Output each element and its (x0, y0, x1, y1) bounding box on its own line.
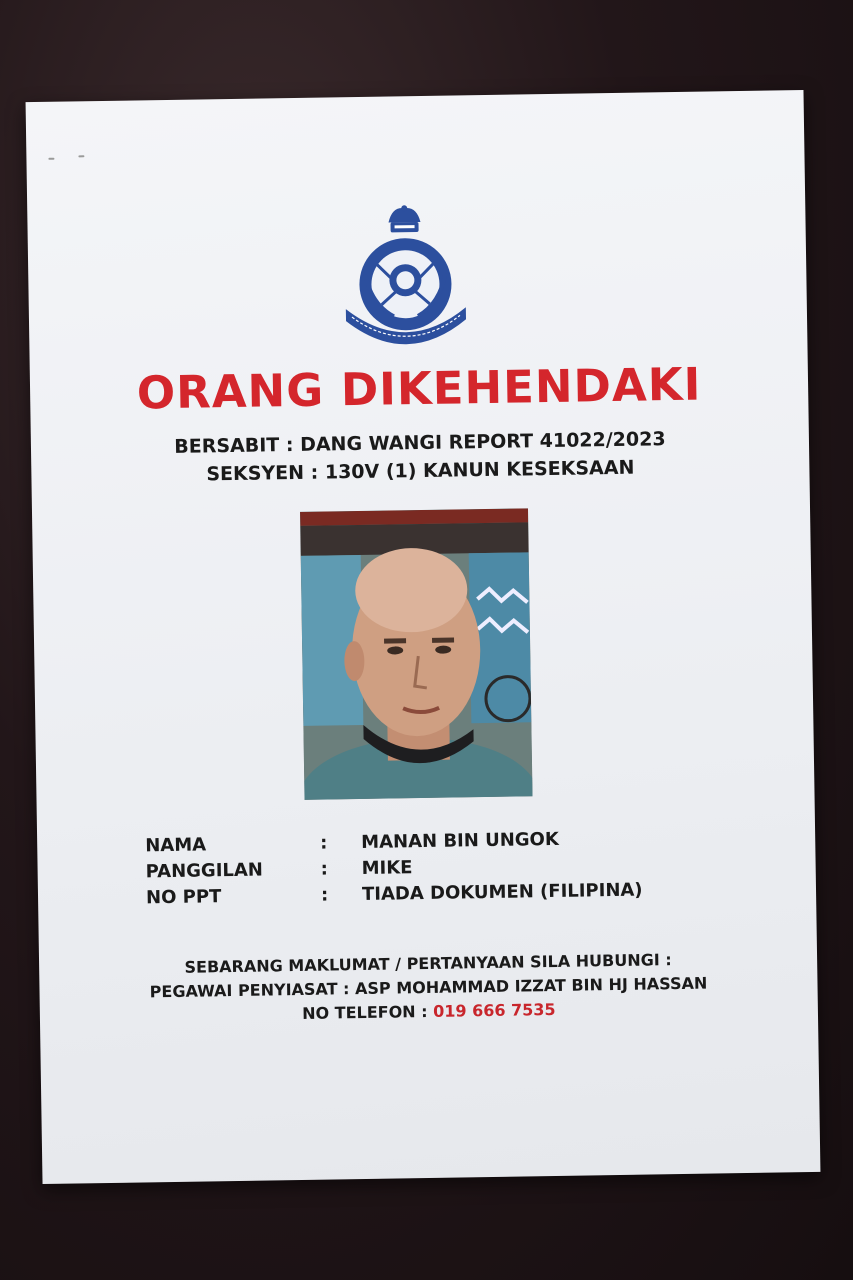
detail-label: NO PPT (145, 886, 222, 909)
suspect-photo (300, 508, 532, 800)
detail-label: NAMA (145, 834, 207, 857)
contact-instruction: SEBARANG MAKLUMAT / PERTANYAAN SILA HUBUNGI : (184, 950, 672, 977)
detail-value: MANAN BIN UNGOK (361, 828, 559, 853)
detail-colon: : (320, 858, 329, 880)
detail-label: PANGGILAN (145, 859, 264, 883)
phone-number: 019 666 7535 (432, 999, 556, 1021)
detail-colon: : (320, 832, 328, 854)
detail-value: MIKE (361, 857, 413, 879)
poster-title: ORANG DIKEHENDAKI (136, 357, 702, 420)
phone-label: NO TELEFON : (302, 1001, 434, 1023)
case-reference: BERSABIT : DANG WANGI REPORT 41022/2023 (174, 428, 666, 458)
detail-value: TIADA DOKUMEN (FILIPINA) (361, 879, 643, 905)
staple-mark (48, 158, 54, 160)
staple-mark (78, 155, 84, 157)
law-section: SEKSYEN : 130V (1) KANUN KESEKSAAN (206, 456, 635, 486)
investigating-officer: PEGAWAI PENYIASAT : ASP MOHAMMAD IZZAT BIN HJ HASSAN (149, 973, 708, 1002)
detail-colon: : (320, 884, 329, 906)
wanted-poster (26, 90, 821, 1184)
police-crest-icon (334, 203, 476, 347)
